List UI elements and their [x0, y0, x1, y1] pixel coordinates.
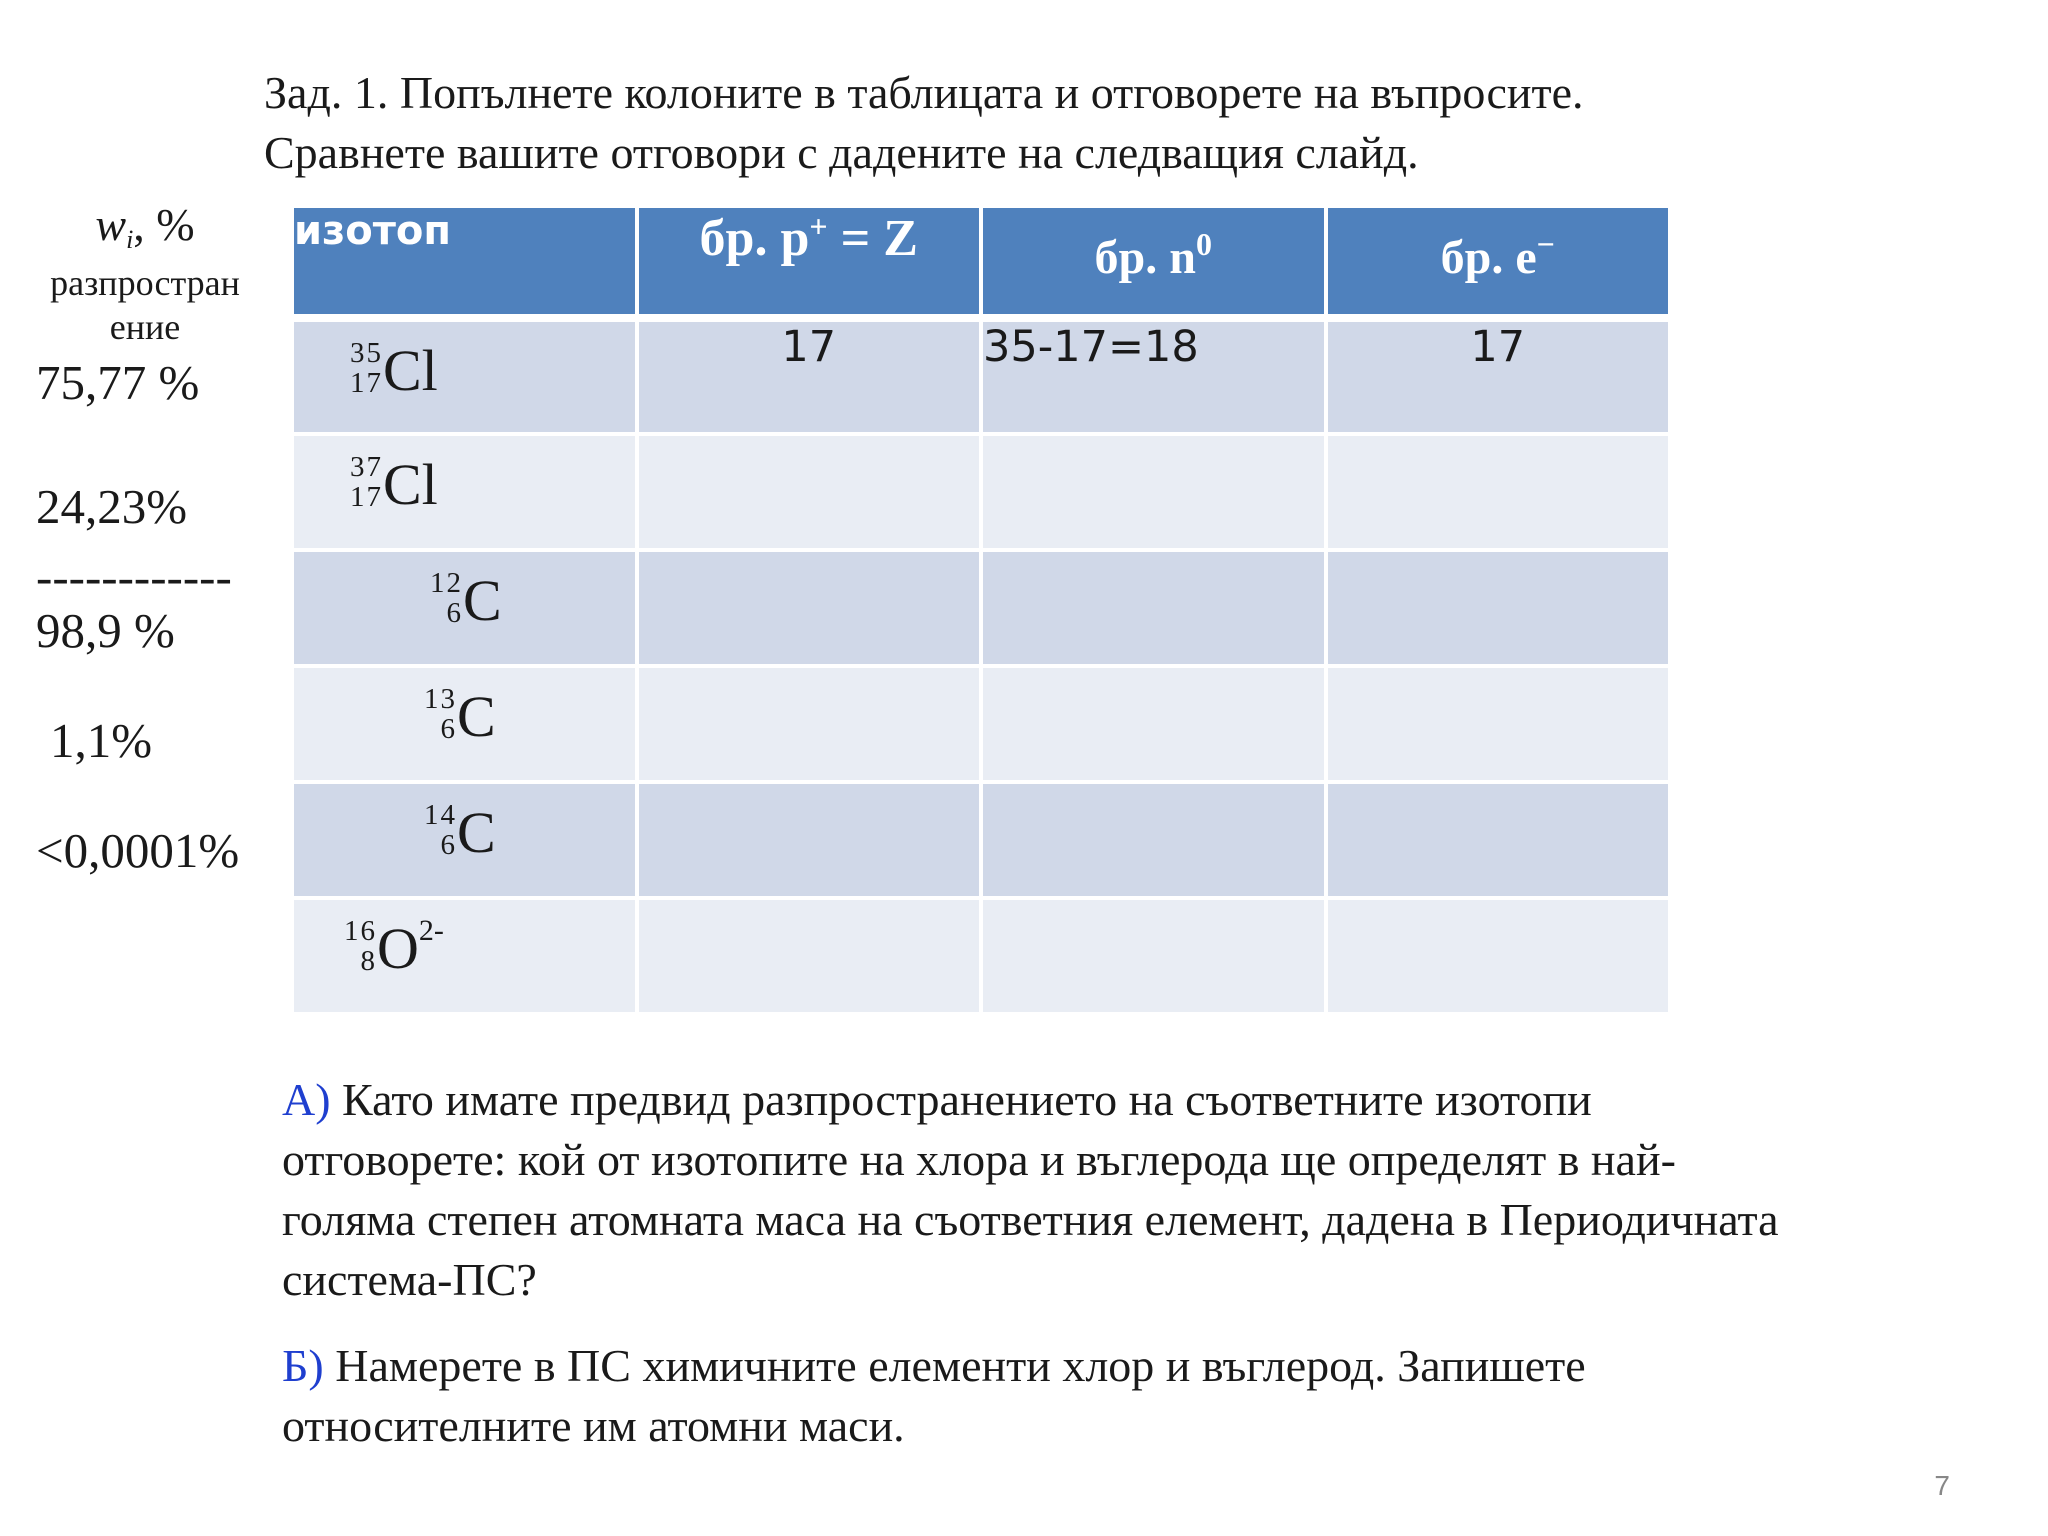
isotope-cell — [292, 318, 637, 434]
nuclide-numbers — [350, 338, 383, 398]
nuclide-o16 — [344, 900, 444, 1010]
abundance-separator: ------------ — [36, 549, 232, 604]
header-neutrons-base: бр. n — [1094, 231, 1196, 284]
abundance-suffix: , % — [133, 199, 195, 250]
table-row — [292, 782, 1670, 898]
table-row — [292, 666, 1670, 782]
table-row — [292, 550, 1670, 666]
ion-charge: 2- — [418, 914, 444, 947]
mass-number: 14 — [424, 799, 457, 831]
neutrons-cell[interactable] — [981, 434, 1326, 550]
nuclide-numbers — [424, 684, 457, 744]
electrons-cell[interactable]: 17 — [1326, 318, 1671, 434]
abundance-symbol: w — [95, 199, 127, 250]
header-neutrons — [981, 208, 1326, 318]
isotope-cell — [292, 550, 637, 666]
header-protons-base: бр. p — [699, 210, 810, 267]
element-symbol: C — [463, 568, 502, 633]
protons-cell[interactable]: 17 — [637, 318, 982, 434]
protons-cell[interactable] — [637, 550, 982, 666]
protons-cell[interactable] — [637, 782, 982, 898]
nuclide-cl35 — [350, 322, 438, 432]
atomic-number: 17 — [350, 481, 383, 513]
neutrons-cell[interactable] — [981, 782, 1326, 898]
table-row — [292, 434, 1670, 550]
nuclide-numbers — [344, 916, 377, 976]
header-electrons-sup: − — [1536, 226, 1555, 262]
neutrons-cell[interactable] — [981, 898, 1326, 1014]
header-protons — [637, 208, 982, 318]
mass-number: 37 — [350, 451, 383, 483]
question-a-label: А) — [282, 1074, 331, 1125]
header-electrons — [1326, 208, 1671, 318]
element-symbol: C — [457, 684, 496, 749]
mass-number: 12 — [430, 567, 463, 599]
atomic-number: 6 — [440, 713, 457, 745]
abundance-c12: 98,9 % — [36, 603, 175, 658]
isotope-cell — [292, 898, 637, 1014]
nuclide-numbers — [430, 568, 463, 628]
protons-cell[interactable] — [637, 434, 982, 550]
abundance-c14: <0,0001% — [36, 823, 240, 878]
isotope-table — [290, 208, 1672, 1016]
nuclide-cl37 — [350, 436, 438, 546]
nuclide-numbers — [350, 452, 383, 512]
question-b-text: Намерете в ПС химичните елементи хлор и въглерод. Запишете относителните им атомни маси. — [282, 1340, 1586, 1451]
isotope-cell — [292, 666, 637, 782]
abundance-c13: 1,1% — [50, 713, 153, 768]
abundance-header-line-3: ение — [109, 307, 181, 347]
header-neutrons-sup: 0 — [1195, 226, 1212, 262]
nuclide-c14 — [424, 784, 496, 894]
neutrons-cell[interactable] — [981, 666, 1326, 782]
question-b-label: Б) — [282, 1340, 324, 1391]
protons-cell[interactable] — [637, 898, 982, 1014]
header-isotope: изотоп — [292, 208, 637, 318]
table-row — [292, 318, 1670, 434]
abundance-header-line-2: разпростран — [50, 263, 240, 303]
table-row — [292, 898, 1670, 1014]
mass-number: 35 — [350, 337, 383, 369]
page-number: 7 — [1934, 1470, 1950, 1501]
atomic-number: 17 — [350, 367, 383, 399]
atomic-number: 6 — [440, 829, 457, 861]
isotope-cell — [292, 434, 637, 550]
question-b — [282, 1336, 1802, 1456]
question-a-text: Като имате предвид разпространението на съответните изотопи отговорете: кой от изотопите на хлора и въглерода ще определят в най-голяма степен атомната маса на съответния елемент, дадена в Периодичната система-ПС? — [282, 1074, 1779, 1305]
neutrons-cell[interactable] — [981, 550, 1326, 666]
nuclide-c13 — [424, 668, 496, 778]
electrons-cell[interactable] — [1326, 666, 1671, 782]
header-protons-suffix: = Z — [827, 210, 918, 267]
element-symbol: C — [457, 800, 496, 865]
header-electrons-base: бр. e — [1440, 231, 1537, 284]
mass-number: 16 — [344, 915, 377, 947]
atomic-number: 6 — [446, 597, 463, 629]
abundance-cl37: 24,23% — [36, 479, 188, 534]
isotope-cell — [292, 782, 637, 898]
nuclide-c12 — [430, 552, 502, 662]
question-a — [282, 1070, 1802, 1310]
electrons-cell[interactable] — [1326, 434, 1671, 550]
atomic-number: 8 — [360, 945, 377, 977]
element-symbol: Cl — [383, 338, 438, 403]
table-header-row — [292, 208, 1670, 318]
abundance-cl35: 75,77 % — [36, 355, 200, 410]
protons-cell[interactable] — [637, 666, 982, 782]
electrons-cell[interactable] — [1326, 898, 1671, 1014]
element-symbol: O — [377, 916, 419, 981]
element-symbol: Cl — [383, 452, 438, 517]
mass-number: 13 — [424, 683, 457, 715]
neutrons-cell[interactable]: 35-17=18 — [981, 318, 1326, 434]
nuclide-numbers — [424, 800, 457, 860]
electrons-cell[interactable] — [1326, 550, 1671, 666]
abundance-header — [0, 198, 290, 255]
electrons-cell[interactable] — [1326, 782, 1671, 898]
task-heading-line-2: Сравнете вашите отговори с дадените на следващия слайд. — [264, 127, 1419, 178]
task-heading-line-1: Зад. 1. Попълнете колоните в таблицата и отговорете на въпросите. — [264, 67, 1584, 118]
header-protons-sup: + — [809, 208, 828, 244]
abundance-subscript: i — [126, 225, 134, 254]
